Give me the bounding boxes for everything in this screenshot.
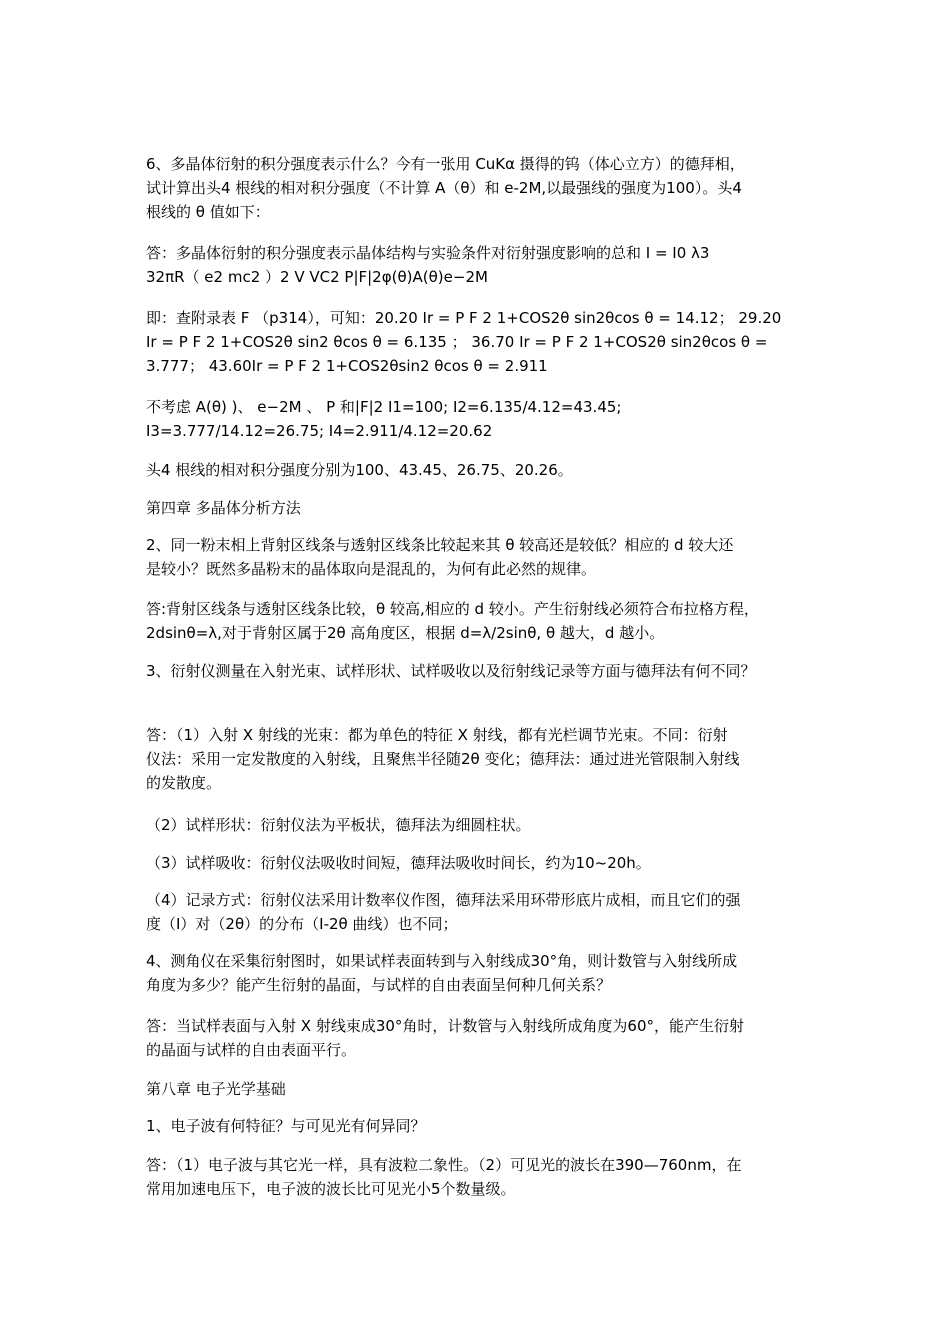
answer-1 [146,1153,826,1201]
question-4 [146,949,826,997]
text-line: I3=3.777/14.12=26.75; I4=2.911/4.12=20.62 [146,422,493,440]
text-line: 1、电子波有何特征？与可见光有何异同？ [146,1117,426,1135]
answer-2 [146,597,826,645]
answer-3-part-2 [146,813,826,837]
text-line: 4、测角仪在采集衍射图时，如果试样表面转到与入射线成30°角，则计数管与入射线所成 [146,952,738,970]
text-line: 答：（1）入射 X 射线的光束：都为单色的特征 X 射线，都有光栏调节光束。不同：衍射 [146,726,728,744]
text-line: （2）试样形状：衍射仪法为平板状，德拜法为细圆柱状。 [146,816,531,834]
text-line: 2、同一粉末相上背射区线条与透射区线条比较起来其 θ 较高还是较低？相应的 d 较大还 [146,536,734,554]
answer-3-part-3 [146,851,826,875]
question-1 [146,1114,826,1138]
text-line: 2dsinθ=λ,对于背射区属于2θ 高角度区，根据 d=λ/2sinθ, θ 越大，d 越小。 [146,624,665,642]
text-line: 是较小？既然多晶粉末的晶体取向是混乱的，为何有此必然的规律。 [146,560,597,578]
question-3 [146,659,826,683]
text-line: 6、多晶体衍射的积分强度表示什么？今有一张用 CuKα 摄得的钨（体心立方）的德拜相， [146,155,745,173]
text-line: Ir = P F 2 1+COS2θ sin2 θcos θ = 6.135 ； 36.70 Ir = P F 2 1+COS2θ sin2θcos θ = [146,333,768,351]
text-line: 答:背射区线条与透射区线条比较，θ 较高,相应的 d 较小。产生衍射线必须符合布拉格方程， [146,600,759,618]
text-line: 角度为多少？能产生衍射的晶面，与试样的自由表面呈何种几何关系？ [146,976,612,994]
text-line: 不考虑 A(θ) )、 e−2M 、 P 和|F|2 I1=100; I2=6.135/4.12=43.45; [146,398,622,416]
answer-3-part-1 [146,723,826,795]
text-line: 仪法：采用一定发散度的入射线，且聚焦半径随2θ 变化；德拜法：通过进光管限制入射线 [146,750,740,768]
text-line: （4）记录方式：衍射仪法采用计数率仪作图，德拜法采用环带形底片成相，而且它们的强 [146,891,741,909]
text-line: 度（I）对（2θ）的分布（I-2θ 曲线）也不同； [146,915,458,933]
text-line: 常用加速电压下，电子波的波长比可见光小5个数量级。 [146,1180,516,1198]
question-2 [146,533,826,581]
answer-6-summary [146,458,826,482]
text-line: 根线的 θ 值如下： [146,203,270,221]
answer-3-part-4 [146,888,826,936]
question-6 [146,152,826,224]
text-line: 答：（1）电子波与其它光一样，具有波粒二象性。（2）可见光的波长在390—760nm，在 [146,1156,742,1174]
text-line: 头4 根线的相对积分强度分别为100、43.45、26.75、20.26。 [146,461,573,479]
text-line: 32πR（ e2 mc2 ）2 V VC2 P|F|2φ(θ)A(θ)e−2M [146,268,488,286]
chapter-8-heading [146,1077,826,1101]
answer-6-intro [146,241,826,289]
text-line: 的晶面与试样的自由表面平行。 [146,1041,357,1059]
text-line: 即：查附录表 F （p314），可知：20.20 Ir = P F 2 1+COS2θ sin2θcos θ = 14.12； 29.20 [146,309,782,327]
text-line: 的发散度。 [146,774,222,792]
text-line: 答：当试样表面与入射 X 射线束成30°角时，计数管与入射线所成角度为60°，能产生衍射 [146,1017,744,1035]
chapter-title: 第八章 电子光学基础 [146,1080,286,1098]
chapter-4-heading [146,496,826,520]
text-line: （3）试样吸收：衍射仪法吸收时间短，德拜法吸收时间长，约为10~20h。 [146,854,651,872]
text-line: 答：多晶体衍射的积分强度表示晶体结构与实验条件对衍射强度影响的总和 I = I0 λ3 [146,244,710,262]
answer-6-calculation [146,306,826,378]
text-line: 试计算出头4 根线的相对积分强度（不计算 A（θ）和 e-2M,以最强线的强度为100）。头4 [146,179,742,197]
chapter-title: 第四章 多晶体分析方法 [146,499,301,517]
text-line: 3.777； 43.60Ir = P F 2 1+COS2θsin2 θcos θ = 2.911 [146,357,548,375]
text-line: 3、衍射仪测量在入射光束、试样形状、试样吸收以及衍射线记录等方面与德拜法有何不同？ [146,662,756,680]
answer-4 [146,1014,826,1062]
answer-6-result [146,395,826,443]
